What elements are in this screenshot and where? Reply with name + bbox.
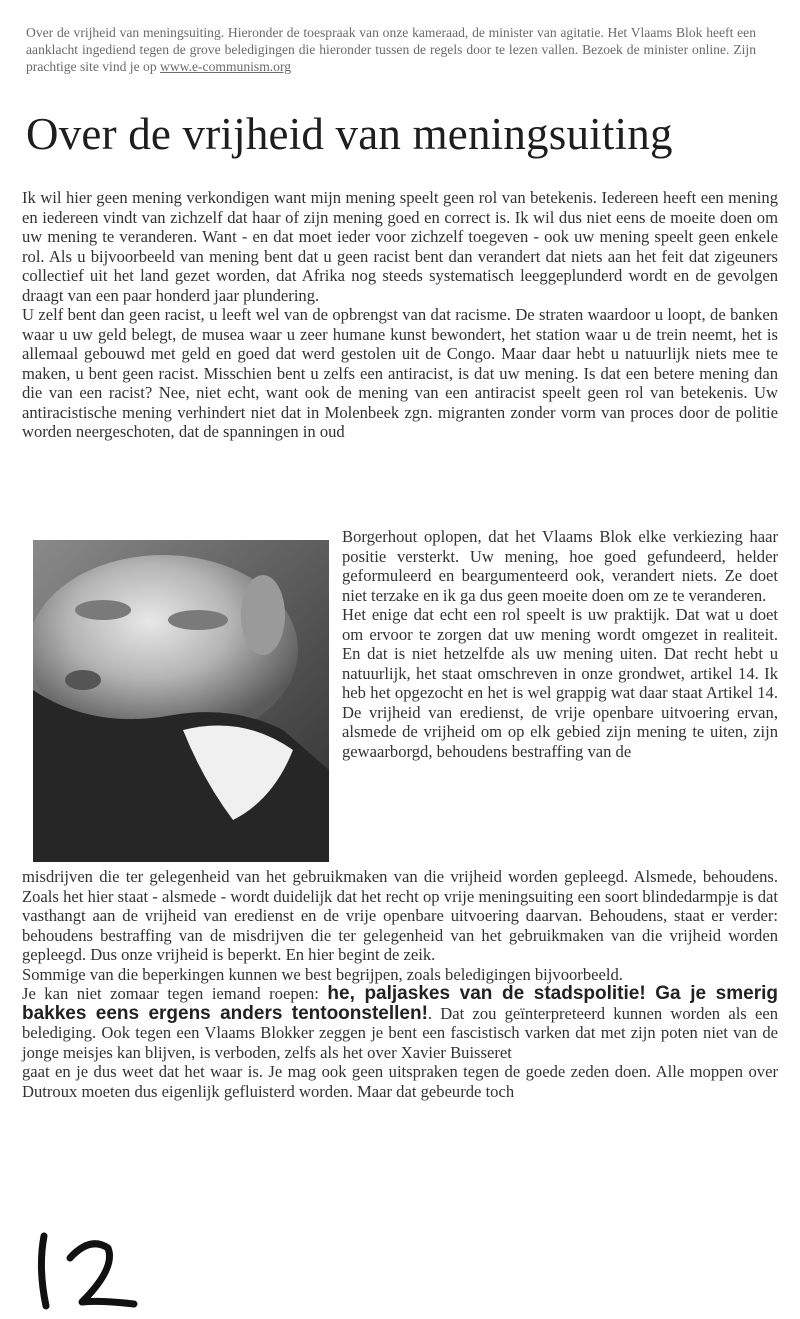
article-title: Over de vrijheid van meningsuiting: [26, 109, 673, 159]
paragraph-3-continued: misdrijven die ter gelegenheid van het gebruikmaken van die vrijheid worden gepleegd. Alsmede, behoudens. Zoals het hier staat - alsmede - wordt duidelijk dat het recht op vrije meningsuiting een soort blindedarmpje is dat vasthangt aan de vrijheid van eredienst en de vrije openbare uitvoering daarvan. Behoudens, staat er verder: behoudens bestraffing van de misdrijven die ter gelegenheid van het gebruikmaken van die vrijheid worden gepleegd. Dus onze vrijheid is beperkt. En hier begint de zeik.: [22, 867, 778, 964]
paragraph-6: gaat en je dus weet dat het waar is. Je mag ook geen uitspraken tegen de goede zeden doen. Alle moppen over Dutroux moeten dus eigenlijk gefluisterd worden. Maar dat gebeurde toch: [22, 1062, 778, 1101]
paragraph-3: Het enige dat echt een rol speelt is uw praktijk. Dat wat u doet om ervoor te zorgen dat uw mening wordt omgezet in realiteit. En dat is niet hetzelfde als uw mening uiten. Dat recht hebt u natuurlijk, het staat omschreven in onze grondwet, artikel 14. Ik heb het opgezocht en het is wel grappig wat daar staat Artikel 14. De vrijheid van eredienst, de vrije openbare uitvoering ervan, alsmede de vrijheid om op elk gebied zijn mening te uiten, zijn gewaarborgd, behoudens bestraffing van de: [342, 605, 778, 761]
portrait-image: [33, 540, 329, 862]
site-link[interactable]: www.e-communism.org: [160, 59, 292, 74]
page-number: [30, 1228, 150, 1318]
intro-note: [26, 24, 756, 75]
section-top: [22, 188, 778, 442]
paragraph-1: Ik wil hier geen mening verkondigen want mijn mening speelt geen rol van betekenis. Iedereen heeft een mening en iedereen vindt van zichzelf dat haar of zijn mening goed en correct is. Ik wil dus niet eens de moeite doen om uw mening te veranderen. Want - en dat moet ieder voor zichzelf toegeven - ook uw mening speelt geen enkele rol. Als u bijvoorbeeld van mening bent dat u geen racist bent dan verandert dat niets aan het feit dat zigeuners collectief uit het land gezet worden, dat Afrika nog steeds systematisch leeggeplunderd wordt en de gevolgen draagt van een paar honderd jaar plundering.: [22, 188, 778, 305]
quoted-insult: he, paljaskes van de stadspolitie! Ga je smerig bakkes eens ergens anders tentoonstellen!: [22, 983, 778, 1024]
paragraph-2-continued: Borgerhout oplopen, dat het Vlaams Blok elke verkiezing haar positie versterkt. Uw mening, hoe goed gefundeerd, helder geformuleerd en beargumenteerd ook, verandert niets. Ze doet niet terzake en ik ga dus geen moeite doen om ze te veranderen.: [342, 527, 778, 605]
section-bottom: [22, 867, 778, 1101]
paragraph-5: [22, 984, 778, 1062]
paragraph-5-end: . Dat zou geïnterpreteerd kunnen worden als een belediging. Ook tegen een Vlaams Blokker zeggen je bent een fascistisch varken dat met zijn poten niet van de jonge meisjes kan blijven, is verboden, zelfs als het over Xavier Buisseret: [22, 1003, 779, 1062]
section-wrap: [342, 527, 778, 761]
intro-text: Over de vrijheid van meningsuiting. Hieronder de toespraak van onze kameraad, de minister van agitatie. Het Vlaams Blok heeft een aanklacht ingediend tegen de grove beledigingen die hieronder tussen de regels door te lezen vallen. Bezoek de minister online. Zijn prachtige site vind je op: [26, 25, 756, 74]
paragraph-5-start: Je kan niet zomaar tegen iemand roepen:: [22, 984, 328, 1003]
portrait-photo: [33, 540, 329, 862]
paragraph-4: Sommige van die beperkingen kunnen we best begrijpen, zoals beledigingen bijvoorbeeld.: [22, 964, 623, 984]
paragraph-2: U zelf bent dan geen racist, u leeft wel van de opbrengst van dat racisme. De straten waardoor u loopt, de banken waar u uw geld belegt, de musea waar u zeer humane kunst bewondert, het station waar u de trein neemt, het is allemaal gebouwd met geld en goed dat werd gestolen uit de Congo. Maar daar hebt u natuurlijk niets mee te maken, u bent geen racist. Misschien bent u zelfs een antiracist, is dat uw mening. Is dat een betere mening dan die van een racist? Nee, niet echt, want ook de mening van een antiracist speelt geen rol van betekenis. Uw antiracistische mening verhindert niet dat in Molenbeek zgn. migranten zonder vorm van proces door de politie worden neergeschoten, dat de spanningen in oud: [22, 305, 778, 441]
